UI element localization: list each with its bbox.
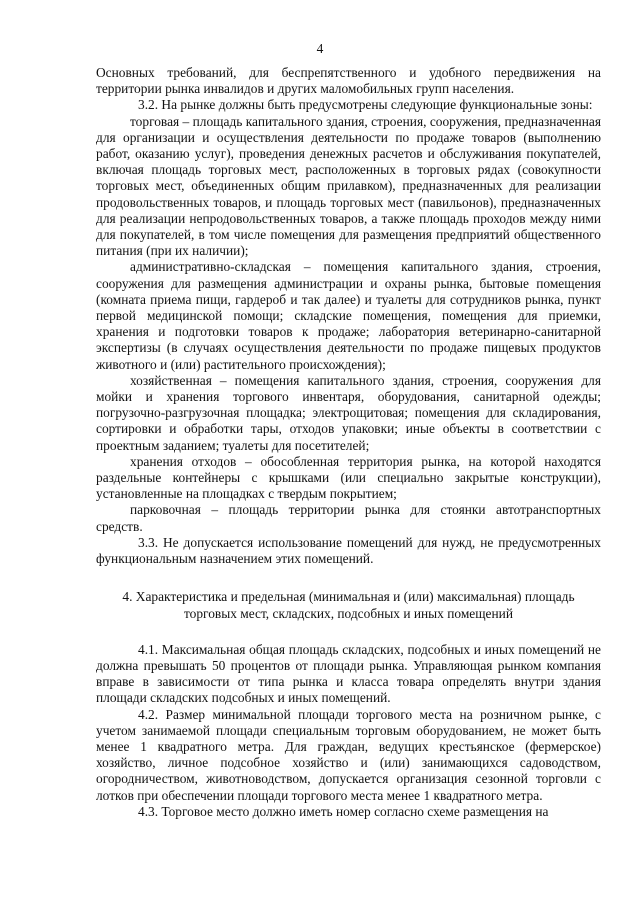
paragraph-3-2: 3.2. На рынке должны быть предусмотрены следующие функциональные зоны: (138, 97, 593, 113)
paragraph-zone-admin: административно-складская – помещения капитального здания, строения, сооружения для размещения администрации и охраны рынка, бытовые помещения (комната приема пищи, гардероб и так далее) и туалеты для сотрудников рынка, пункт первой медицинской помощи; складские помещения, помещения для приемки, хранения и подготовки товаров к продаже; лаборатория ветеринарно-санитарной экспертизы (в случаях осуществления деятельности по продаже пищевых продуктов животного и (или) растительного происхождения); (96, 259, 601, 372)
paragraph-zone-parking: парковочная – площадь территории рынка для стоянки автотранспортных средств. (96, 502, 601, 534)
paragraph-continuation: Основных требований, для беспрепятственного и удобного передвижения на территории рынка инвалидов и других маломобильных групп населения. (96, 65, 601, 97)
section-heading-line-1: 4. Характеристика и предельная (минимальная и (или) максимальная) площадь (122, 589, 575, 605)
paragraph-zone-utility: хозяйственная – помещения капитального здания, строения, сооружения для мойки и хранения торгового инвентаря, оборудования, санитарной одежды; погрузочно-разгрузочная площадка; электрощитовая; помещения для складирования, сортировки и обработки тары, отходов упаковки; иные объекты в соответствии с проектным заданием; туалеты для посетителей; (96, 372, 601, 453)
page-number: 4 (316, 41, 324, 56)
document-body (96, 65, 601, 820)
paragraph-3-3: 3.3. Не допускается использование помещений для нужд, не предусмотренных функциональным назначением этих помещений. (96, 534, 601, 567)
paragraph-4-3: 4.3. Торговое место должно иметь номер согласно схеме размещения на (138, 803, 549, 819)
paragraph-zone-trade: торговая – площадь капитального здания, строения, сооружения, предназначенная для организации и осуществления деятельности по продаже товаров (выполнению работ, оказанию услуг), проведения денежных расчетов и обслуживания покупателей, включая площадь торговых мест, расположенных в торговых рядах (совокупности торговых мест, объединенных общим прилавком), предназначенных для реализации продовольственных товаров, и площадь торговых мест (павильонов), предназначенных для реализации непродовольственных товаров, а также площадь проходов между ними для покупателей, в том числе помещения для размещения предприятий общественного питания (при их наличии); (96, 113, 601, 259)
paragraph-zone-waste: хранения отходов – обособленная территория рынка, на которой находятся раздельные контейнеры с крышками (или специально закрытые конструкции), установленные на площадках с твердым покрытием; (96, 453, 601, 502)
section-heading-line-2: торговых мест, складских, подсобных и иных помещений (183, 605, 514, 621)
paragraph-4-2: 4.2. Размер минимальной площади торгового места на розничном рынке, с учетом занимаемой площади специальным торговым оборудованием, не может быть менее 1 квадратного метра. Для граждан, ведущих крестьянское (фермерское) хозяйство, личное подсобное хозяйство и (или) занимающихся садоводством, огородничеством, животноводством, допускается организация сезонной торговли с лотков при обеспечении площади торгового места менее 1 квадратного метра. (96, 706, 601, 803)
section-heading (96, 589, 601, 621)
paragraph-4-1: 4.1. Максимальная общая площадь складских, подсобных и иных помещений не должна превышать 50 процентов от площади рынка. Управляющая рынком компания вправе в зависимости от типа рынка и класса товара определять внутри здания площади складских подсобных и иных помещений. (96, 641, 601, 706)
